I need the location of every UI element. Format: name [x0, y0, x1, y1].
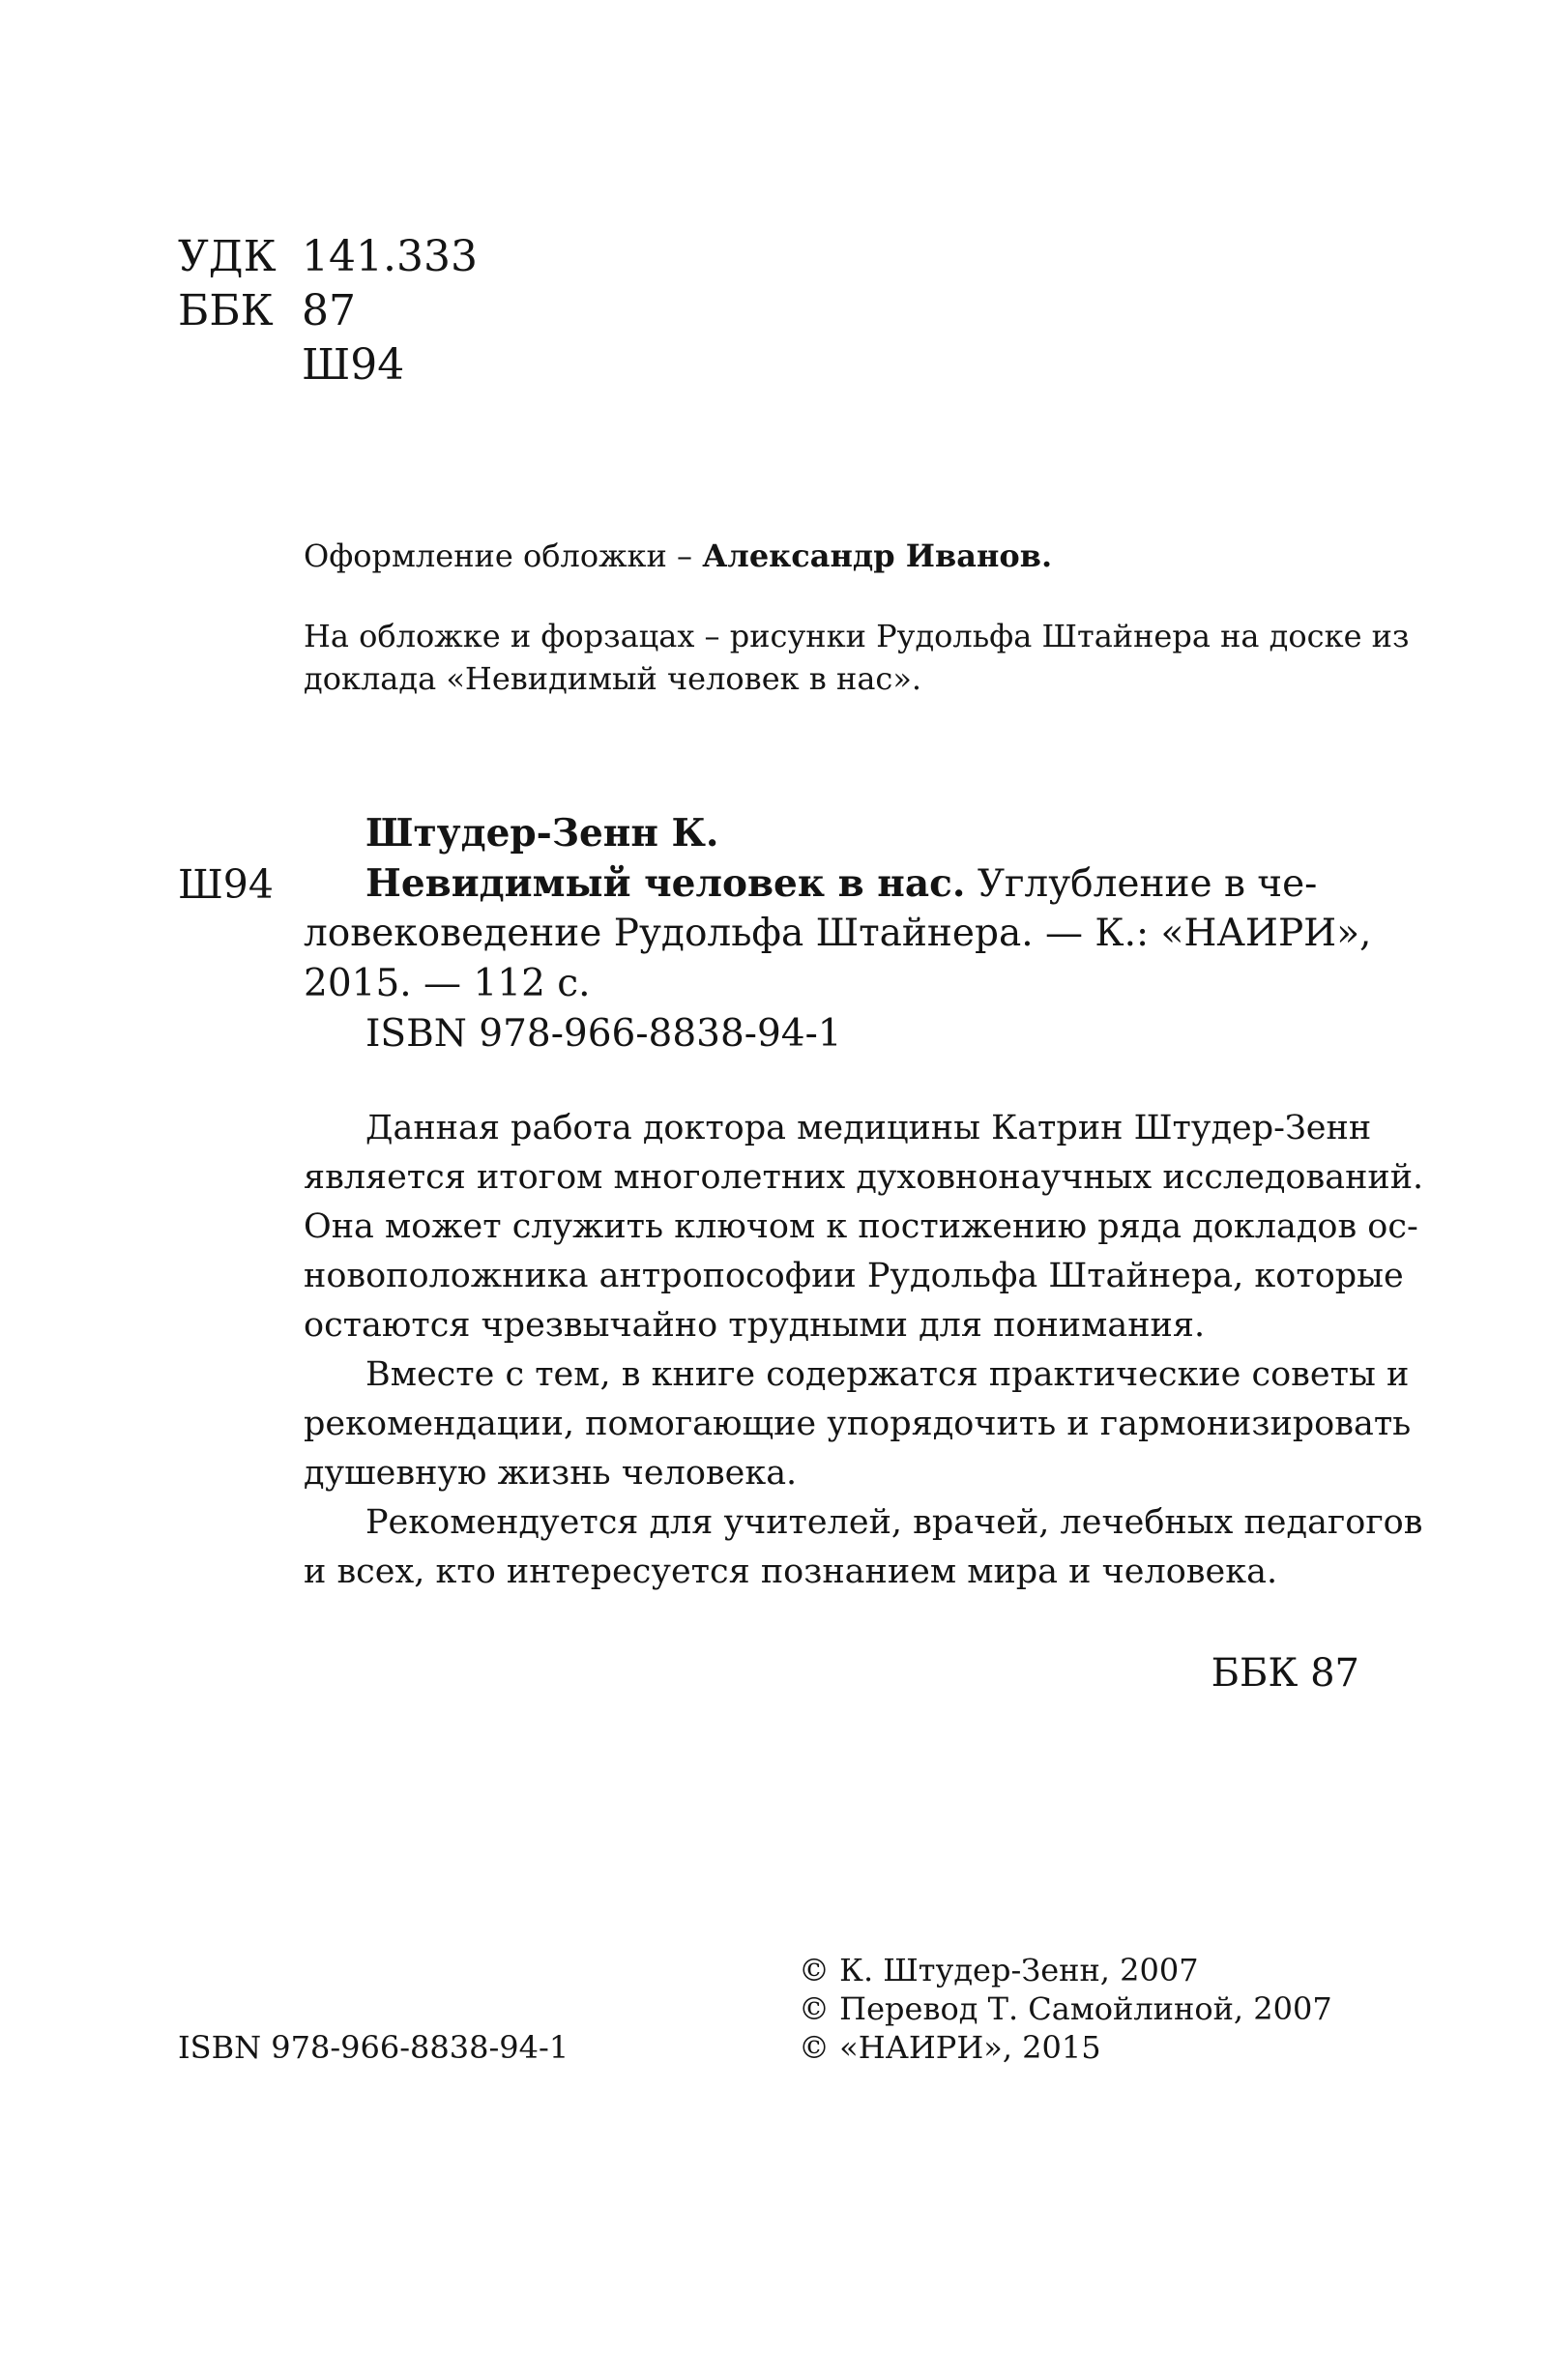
annotation-p2-line-1: Вместе с тем, в книге содержатся практические советы и: [365, 1355, 1410, 1394]
annotation-p1-line-4: новоположника антропософии Рудольфа Штайнера, которые: [304, 1257, 1404, 1295]
illustration-note-line-1: На обложке и форзацах – рисунки Рудольфа Штайнера на доске из: [304, 618, 1410, 654]
cover-design-line: [304, 535, 1052, 577]
annotation-p1-line-1: Данная работа доктора медицины Катрин Штудер-Зенн: [365, 1109, 1372, 1147]
udk-value: 141.333: [302, 232, 478, 281]
bib-line-2: ловековедение Рудольфа Штайнера. — К.: «НАИРИ»,: [304, 912, 1372, 955]
annotation-p1-line-3: Она может служить ключом к постижению ряда докладов ос-: [304, 1207, 1418, 1246]
annotation-p2-line-3: душевную жизнь человека.: [304, 1454, 798, 1493]
bib-author: Штудер-Зенн К.: [365, 811, 719, 856]
bbk-label: ББК: [178, 286, 274, 335]
copyright-translation: © Перевод Т. Самойлиной, 2007: [799, 1990, 1332, 2027]
annotation-p2-line-2: рекомендации, помогающие упорядочить и гармонизировать: [304, 1405, 1412, 1443]
cover-designer: Александр Иванов.: [702, 537, 1053, 574]
copyright-publisher: © «НАИРИ», 2015: [799, 2029, 1101, 2066]
cover-design-prefix: Оформление обложки –: [304, 537, 703, 574]
bbk-value: 87: [302, 286, 356, 335]
bib-line-3: 2015. — 112 с.: [304, 962, 591, 1005]
bbk-footer: ББК 87: [1211, 1651, 1359, 1696]
annotation-p1-line-2: является итогом многолетних духовнонаучных исследований.: [304, 1158, 1424, 1197]
bib-title: Невидимый человек в нас.: [365, 861, 966, 906]
bib-isbn: ISBN 978-966-8838-94-1: [365, 1012, 842, 1056]
bib-title-line: [365, 858, 1317, 910]
udk-label: УДК: [178, 232, 277, 281]
annotation-p3-line-1: Рекомендуется для учителей, врачей, лечебных педагогов: [365, 1503, 1423, 1542]
annotation-p3-line-2: и всех, кто интересуется познанием мира и человека.: [304, 1553, 1278, 1591]
bib-author-mark: Ш94: [178, 861, 274, 908]
illustration-note-line-2: доклада «Невидимый человек в нас».: [304, 660, 922, 697]
author-mark: Ш94: [302, 340, 405, 390]
isbn-footer: ISBN 978-966-8838-94-1: [178, 2029, 569, 2066]
copyright-author: © К. Штудер-Зенн, 2007: [799, 1952, 1199, 1988]
annotation-p1-line-5: остаются чрезвычайно трудными для понимания.: [304, 1306, 1206, 1345]
bib-subtitle: Углубление в че-: [965, 862, 1318, 906]
